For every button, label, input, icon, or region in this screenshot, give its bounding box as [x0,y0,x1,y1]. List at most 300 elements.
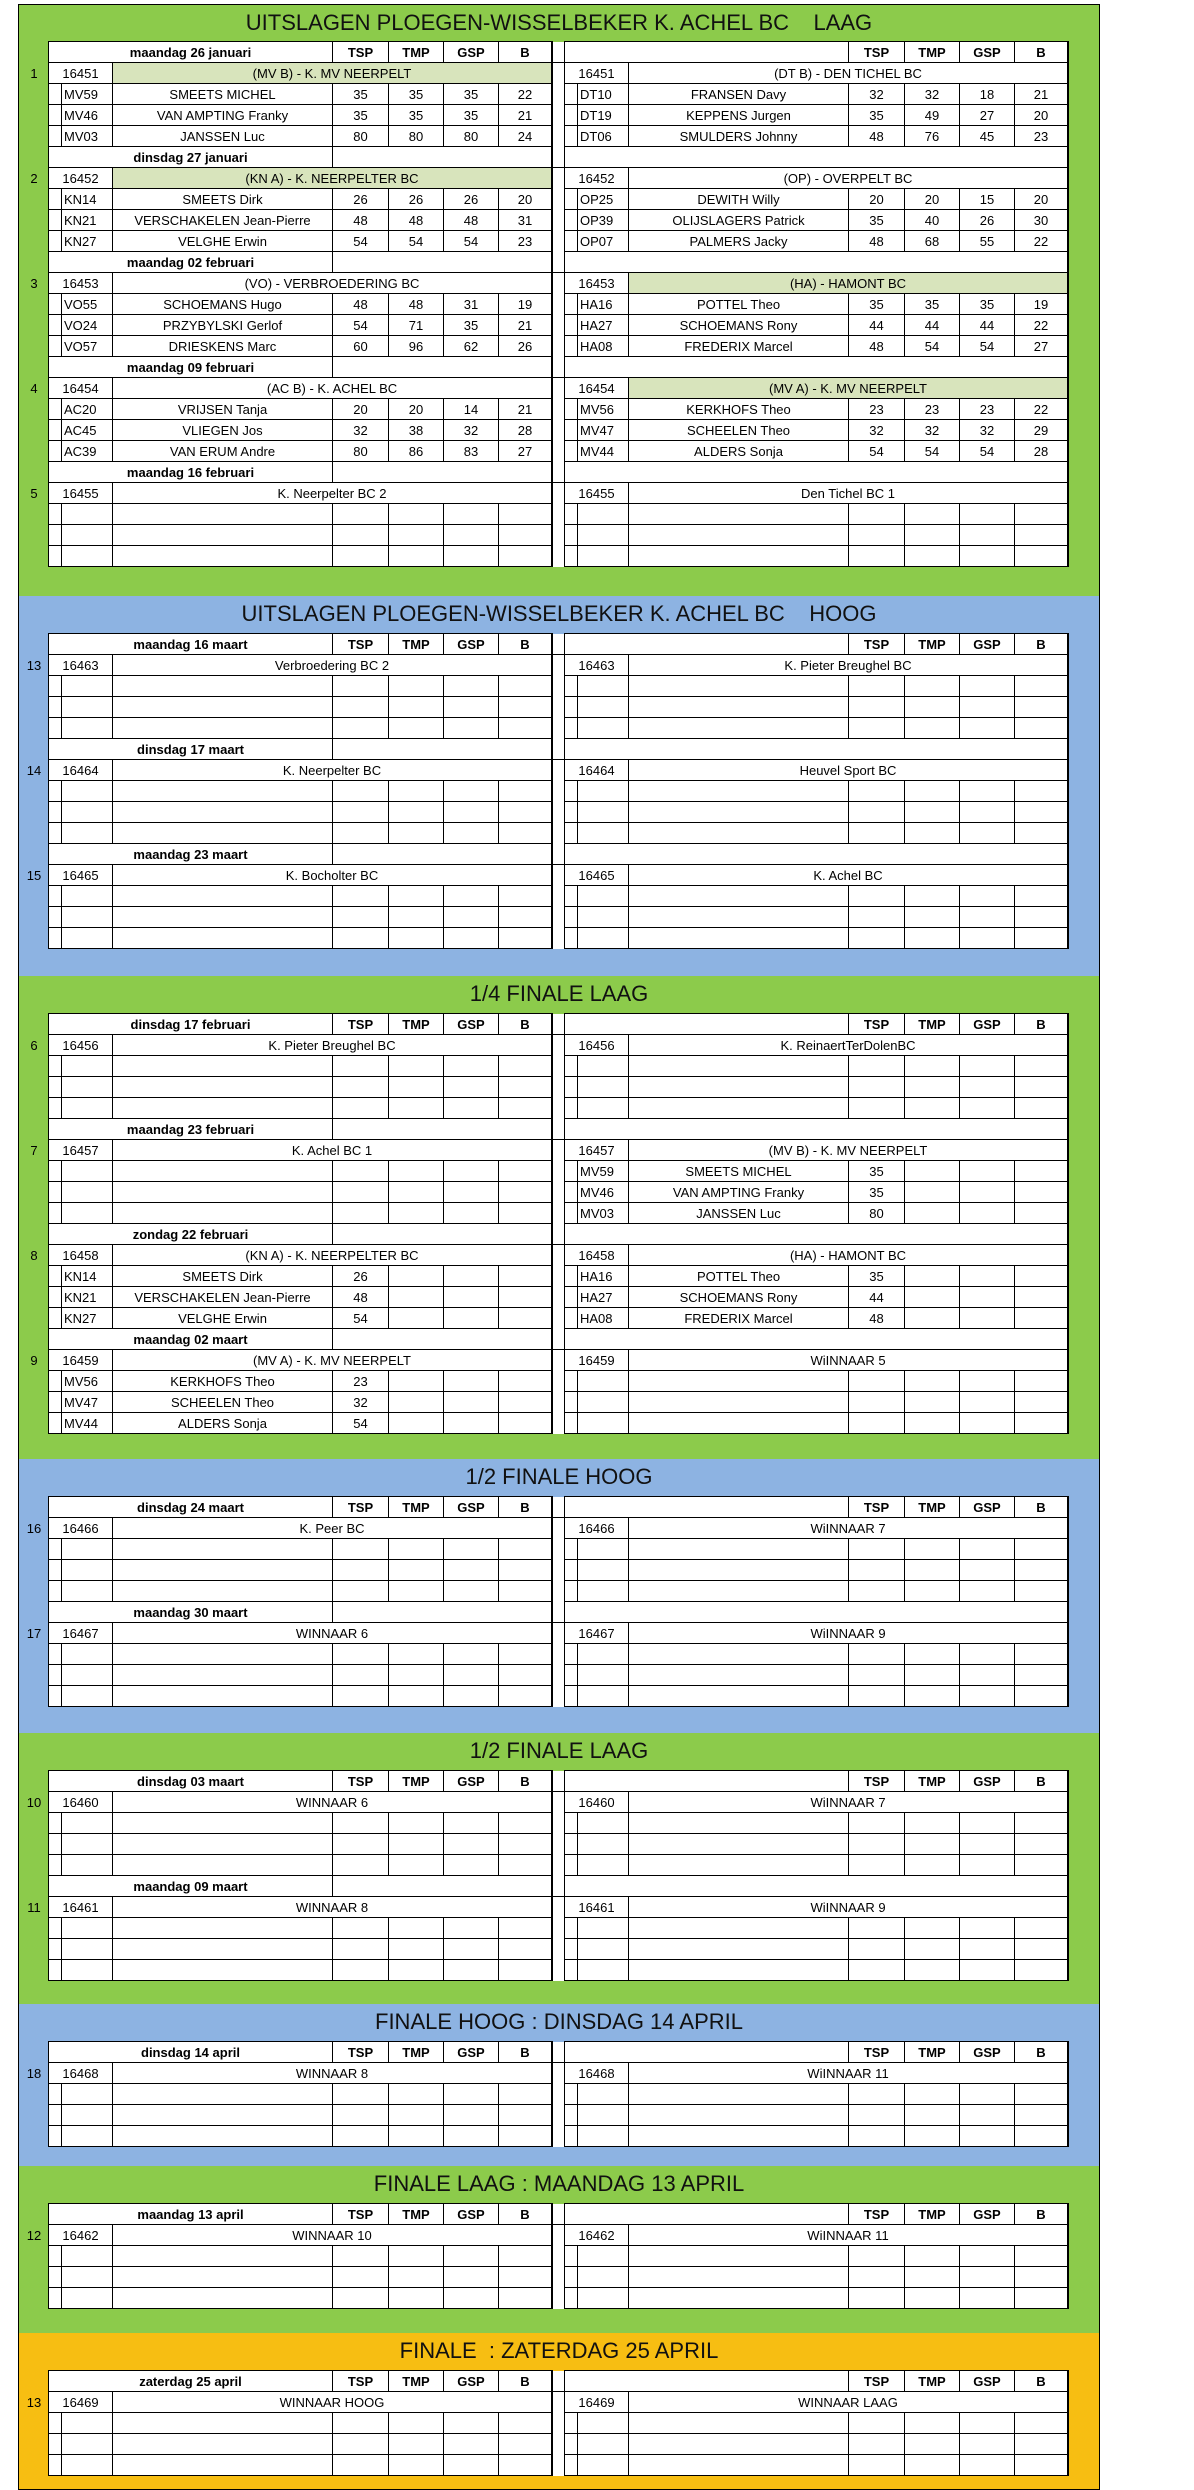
gsp-value[interactable] [444,1539,499,1560]
b-value[interactable] [1015,1161,1068,1182]
b-value[interactable]: 22 [1015,399,1068,420]
tmp-value[interactable] [389,1392,444,1413]
b-value[interactable] [499,907,552,928]
tsp-value[interactable] [333,1644,389,1665]
gsp-value[interactable] [444,928,499,949]
tsp-value[interactable] [849,1371,905,1392]
gsp-value[interactable] [960,886,1015,907]
tsp-value[interactable]: 23 [333,1371,389,1392]
tsp-value[interactable] [333,907,389,928]
tsp-value[interactable] [333,1182,389,1203]
b-value[interactable] [499,802,552,823]
tsp-value[interactable]: 26 [333,1266,389,1287]
tmp-value[interactable] [389,1266,444,1287]
b-value[interactable] [1015,2455,1068,2476]
tsp-value[interactable] [333,1203,389,1224]
tmp-value[interactable] [905,1203,960,1224]
gsp-value[interactable] [444,2413,499,2434]
tsp-value[interactable]: 35 [849,1161,905,1182]
b-value[interactable] [499,718,552,739]
gsp-value[interactable] [444,781,499,802]
gsp-value[interactable]: 62 [444,336,499,357]
tsp-value[interactable] [333,886,389,907]
gsp-value[interactable]: 26 [960,210,1015,231]
tmp-value[interactable] [389,718,444,739]
tsp-value[interactable]: 54 [333,1413,389,1434]
b-value[interactable] [1015,676,1068,697]
tmp-value[interactable] [905,1918,960,1939]
b-value[interactable] [1015,1665,1068,1686]
b-value[interactable] [499,886,552,907]
tsp-value[interactable] [333,1539,389,1560]
tmp-value[interactable]: 32 [905,84,960,105]
gsp-value[interactable] [960,1287,1015,1308]
gsp-value[interactable] [444,2455,499,2476]
tsp-value[interactable]: 35 [849,210,905,231]
tmp-value[interactable]: 49 [905,105,960,126]
tsp-value[interactable]: 48 [333,1287,389,1308]
gsp-value[interactable] [444,1266,499,1287]
gsp-value[interactable] [444,2246,499,2267]
tsp-value[interactable] [849,1665,905,1686]
b-value[interactable] [499,1308,552,1329]
tmp-value[interactable] [389,2267,444,2288]
tmp-value[interactable] [905,1371,960,1392]
b-value[interactable] [499,1918,552,1939]
gsp-value[interactable] [960,1855,1015,1876]
tmp-value[interactable] [389,2413,444,2434]
tsp-value[interactable]: 48 [849,1308,905,1329]
tmp-value[interactable]: 35 [389,84,444,105]
tsp-value[interactable]: 48 [849,336,905,357]
tsp-value[interactable] [849,2413,905,2434]
tsp-value[interactable] [849,1855,905,1876]
tmp-value[interactable]: 96 [389,336,444,357]
tsp-value[interactable] [333,718,389,739]
tmp-value[interactable] [389,1413,444,1434]
tmp-value[interactable] [905,1161,960,1182]
tsp-value[interactable]: 44 [849,315,905,336]
gsp-value[interactable]: 45 [960,126,1015,147]
tsp-value[interactable] [333,1686,389,1707]
gsp-value[interactable]: 26 [444,189,499,210]
tmp-value[interactable] [905,1413,960,1434]
tmp-value[interactable] [389,781,444,802]
b-value[interactable] [499,1813,552,1834]
tsp-value[interactable] [849,697,905,718]
tmp-value[interactable]: 23 [905,399,960,420]
tsp-value[interactable] [333,2126,389,2147]
tsp-value[interactable] [849,525,905,546]
gsp-value[interactable] [960,1413,1015,1434]
b-value[interactable] [1015,802,1068,823]
tsp-value[interactable] [333,2413,389,2434]
b-value[interactable] [499,546,552,567]
tmp-value[interactable] [905,1665,960,1686]
gsp-value[interactable] [960,2288,1015,2309]
b-value[interactable]: 22 [499,84,552,105]
b-value[interactable] [1015,2105,1068,2126]
b-value[interactable] [1015,1644,1068,1665]
gsp-value[interactable] [444,907,499,928]
tsp-value[interactable]: 80 [333,126,389,147]
tsp-value[interactable]: 35 [849,105,905,126]
b-value[interactable] [499,1960,552,1981]
gsp-value[interactable] [960,1056,1015,1077]
tsp-value[interactable] [849,1056,905,1077]
tsp-value[interactable]: 35 [333,84,389,105]
gsp-value[interactable]: 35 [444,105,499,126]
b-value[interactable] [1015,1918,1068,1939]
gsp-value[interactable] [444,525,499,546]
gsp-value[interactable] [444,1834,499,1855]
b-value[interactable]: 23 [1015,126,1068,147]
b-value[interactable]: 20 [499,189,552,210]
b-value[interactable]: 21 [499,399,552,420]
b-value[interactable]: 22 [1015,231,1068,252]
tmp-value[interactable] [389,1834,444,1855]
gsp-value[interactable] [960,1161,1015,1182]
tsp-value[interactable] [333,1960,389,1981]
tmp-value[interactable]: 20 [389,399,444,420]
gsp-value[interactable]: 32 [444,420,499,441]
b-value[interactable] [1015,2288,1068,2309]
b-value[interactable] [1015,1939,1068,1960]
tmp-value[interactable] [389,1077,444,1098]
b-value[interactable] [499,781,552,802]
gsp-value[interactable] [960,2126,1015,2147]
b-value[interactable]: 20 [1015,105,1068,126]
tmp-value[interactable] [389,1098,444,1119]
gsp-value[interactable]: 35 [960,294,1015,315]
b-value[interactable] [499,1560,552,1581]
tmp-value[interactable] [905,676,960,697]
gsp-value[interactable] [444,2288,499,2309]
gsp-value[interactable] [444,718,499,739]
tmp-value[interactable] [905,2413,960,2434]
tmp-value[interactable]: 32 [905,420,960,441]
b-value[interactable] [499,2413,552,2434]
gsp-value[interactable] [960,2246,1015,2267]
tsp-value[interactable]: 60 [333,336,389,357]
tsp-value[interactable] [849,2246,905,2267]
tmp-value[interactable] [389,546,444,567]
b-value[interactable]: 19 [499,294,552,315]
gsp-value[interactable]: 32 [960,420,1015,441]
b-value[interactable]: 21 [1015,84,1068,105]
tmp-value[interactable]: 80 [389,126,444,147]
tmp-value[interactable] [905,2455,960,2476]
gsp-value[interactable] [444,2434,499,2455]
tmp-value[interactable] [905,2434,960,2455]
b-value[interactable] [1015,1077,1068,1098]
tmp-value[interactable] [905,2105,960,2126]
tmp-value[interactable] [905,525,960,546]
tmp-value[interactable] [389,823,444,844]
b-value[interactable] [499,1539,552,1560]
tsp-value[interactable] [333,2455,389,2476]
tsp-value[interactable] [333,1813,389,1834]
tmp-value[interactable] [905,781,960,802]
tmp-value[interactable] [389,2288,444,2309]
gsp-value[interactable]: 54 [960,441,1015,462]
tsp-value[interactable] [849,2434,905,2455]
tmp-value[interactable] [389,1960,444,1981]
tmp-value[interactable] [905,1960,960,1981]
tmp-value[interactable] [389,2455,444,2476]
tmp-value[interactable]: 54 [905,441,960,462]
tsp-value[interactable] [849,2267,905,2288]
tsp-value[interactable] [849,1392,905,1413]
tmp-value[interactable] [389,1686,444,1707]
tmp-value[interactable] [389,928,444,949]
gsp-value[interactable]: 54 [444,231,499,252]
tmp-value[interactable] [905,718,960,739]
b-value[interactable] [1015,2084,1068,2105]
tmp-value[interactable] [905,1686,960,1707]
gsp-value[interactable] [444,1813,499,1834]
tsp-value[interactable] [849,1834,905,1855]
gsp-value[interactable] [960,1939,1015,1960]
gsp-value[interactable] [444,1392,499,1413]
gsp-value[interactable] [960,1581,1015,1602]
b-value[interactable] [499,2246,552,2267]
tsp-value[interactable] [849,2105,905,2126]
b-value[interactable] [499,1834,552,1855]
tsp-value[interactable] [849,676,905,697]
tsp-value[interactable] [333,1161,389,1182]
gsp-value[interactable]: 80 [444,126,499,147]
gsp-value[interactable] [444,2105,499,2126]
tsp-value[interactable]: 35 [849,1182,905,1203]
tmp-value[interactable] [389,1581,444,1602]
tmp-value[interactable]: 71 [389,315,444,336]
gsp-value[interactable] [960,697,1015,718]
tmp-value[interactable] [389,1665,444,1686]
gsp-value[interactable] [960,823,1015,844]
tsp-value[interactable] [333,1939,389,1960]
gsp-value[interactable] [960,504,1015,525]
tmp-value[interactable] [905,886,960,907]
gsp-value[interactable] [444,1560,499,1581]
gsp-value[interactable] [444,886,499,907]
b-value[interactable]: 21 [499,105,552,126]
gsp-value[interactable]: 55 [960,231,1015,252]
tmp-value[interactable] [389,1560,444,1581]
b-value[interactable] [499,823,552,844]
gsp-value[interactable] [444,1371,499,1392]
b-value[interactable] [1015,1960,1068,1981]
tsp-value[interactable] [333,2105,389,2126]
b-value[interactable] [1015,525,1068,546]
b-value[interactable] [499,1056,552,1077]
tmp-value[interactable] [389,2084,444,2105]
tsp-value[interactable] [849,718,905,739]
b-value[interactable] [1015,781,1068,802]
b-value[interactable] [1015,1056,1068,1077]
b-value[interactable] [499,1392,552,1413]
tmp-value[interactable] [905,2084,960,2105]
tsp-value[interactable] [849,2288,905,2309]
gsp-value[interactable] [960,525,1015,546]
tsp-value[interactable] [849,2455,905,2476]
gsp-value[interactable] [960,1644,1015,1665]
gsp-value[interactable] [960,1813,1015,1834]
tsp-value[interactable] [333,781,389,802]
b-value[interactable] [499,1686,552,1707]
tsp-value[interactable] [333,1560,389,1581]
tsp-value[interactable] [333,676,389,697]
gsp-value[interactable] [960,1371,1015,1392]
b-value[interactable] [1015,1203,1068,1224]
tsp-value[interactable] [849,1939,905,1960]
gsp-value[interactable] [444,1686,499,1707]
b-value[interactable] [1015,1581,1068,1602]
gsp-value[interactable] [444,1182,499,1203]
tsp-value[interactable]: 44 [849,1287,905,1308]
tmp-value[interactable] [389,802,444,823]
gsp-value[interactable] [960,1182,1015,1203]
tmp-value[interactable] [905,2288,960,2309]
gsp-value[interactable] [960,1203,1015,1224]
b-value[interactable]: 28 [499,420,552,441]
tsp-value[interactable] [333,2267,389,2288]
gsp-value[interactable] [960,907,1015,928]
tmp-value[interactable] [905,1855,960,1876]
b-value[interactable]: 26 [499,336,552,357]
tmp-value[interactable] [905,1098,960,1119]
tmp-value[interactable] [905,1308,960,1329]
tsp-value[interactable]: 32 [849,420,905,441]
tmp-value[interactable] [905,1056,960,1077]
tsp-value[interactable] [333,1056,389,1077]
gsp-value[interactable]: 54 [960,336,1015,357]
tsp-value[interactable] [849,1560,905,1581]
gsp-value[interactable] [444,2267,499,2288]
tsp-value[interactable] [849,823,905,844]
gsp-value[interactable]: 23 [960,399,1015,420]
tmp-value[interactable] [389,1371,444,1392]
tmp-value[interactable] [905,1581,960,1602]
gsp-value[interactable] [444,697,499,718]
gsp-value[interactable] [960,676,1015,697]
b-value[interactable] [499,1287,552,1308]
b-value[interactable] [1015,1539,1068,1560]
b-value[interactable] [499,1413,552,1434]
tmp-value[interactable] [389,676,444,697]
tsp-value[interactable]: 54 [849,441,905,462]
tmp-value[interactable]: 54 [389,231,444,252]
tsp-value[interactable] [849,1539,905,1560]
gsp-value[interactable] [444,1960,499,1981]
tsp-value[interactable] [333,1098,389,1119]
gsp-value[interactable]: 18 [960,84,1015,105]
gsp-value[interactable] [444,504,499,525]
tsp-value[interactable] [849,886,905,907]
b-value[interactable] [1015,1855,1068,1876]
gsp-value[interactable] [444,1665,499,1686]
b-value[interactable] [499,504,552,525]
tsp-value[interactable]: 80 [849,1203,905,1224]
tsp-value[interactable]: 20 [849,189,905,210]
gsp-value[interactable] [960,2084,1015,2105]
b-value[interactable] [499,1581,552,1602]
tmp-value[interactable] [389,2126,444,2147]
tsp-value[interactable] [849,1960,905,1981]
gsp-value[interactable] [960,1098,1015,1119]
tsp-value[interactable]: 48 [333,294,389,315]
tsp-value[interactable]: 54 [333,315,389,336]
tmp-value[interactable] [905,504,960,525]
tmp-value[interactable] [389,2105,444,2126]
gsp-value[interactable] [444,1077,499,1098]
tmp-value[interactable] [389,2434,444,2455]
tsp-value[interactable] [849,928,905,949]
tmp-value[interactable] [905,2246,960,2267]
b-value[interactable] [1015,1686,1068,1707]
tsp-value[interactable] [333,1581,389,1602]
tmp-value[interactable] [389,1308,444,1329]
gsp-value[interactable] [960,781,1015,802]
gsp-value[interactable] [444,1287,499,1308]
gsp-value[interactable] [960,2105,1015,2126]
tsp-value[interactable]: 54 [333,231,389,252]
gsp-value[interactable]: 48 [444,210,499,231]
tmp-value[interactable]: 48 [389,210,444,231]
gsp-value[interactable]: 83 [444,441,499,462]
b-value[interactable] [499,2288,552,2309]
gsp-value[interactable] [444,1644,499,1665]
b-value[interactable] [499,2455,552,2476]
gsp-value[interactable] [960,2455,1015,2476]
gsp-value[interactable] [960,2267,1015,2288]
b-value[interactable] [499,1161,552,1182]
b-value[interactable] [1015,504,1068,525]
tsp-value[interactable]: 26 [333,189,389,210]
tsp-value[interactable]: 32 [333,1392,389,1413]
b-value[interactable]: 28 [1015,441,1068,462]
tmp-value[interactable] [905,2267,960,2288]
tmp-value[interactable] [389,2246,444,2267]
tsp-value[interactable]: 23 [849,399,905,420]
tmp-value[interactable] [389,886,444,907]
tsp-value[interactable] [849,802,905,823]
gsp-value[interactable]: 15 [960,189,1015,210]
tmp-value[interactable]: 86 [389,441,444,462]
gsp-value[interactable] [960,2434,1015,2455]
tsp-value[interactable] [333,2084,389,2105]
tmp-value[interactable] [905,823,960,844]
b-value[interactable] [499,928,552,949]
b-value[interactable]: 30 [1015,210,1068,231]
gsp-value[interactable] [960,1960,1015,1981]
tsp-value[interactable] [849,1686,905,1707]
tmp-value[interactable] [905,1182,960,1203]
b-value[interactable] [499,1371,552,1392]
tmp-value[interactable] [905,907,960,928]
tmp-value[interactable] [905,802,960,823]
b-value[interactable] [1015,1392,1068,1413]
gsp-value[interactable] [444,1056,499,1077]
b-value[interactable] [1015,2413,1068,2434]
tmp-value[interactable] [389,1182,444,1203]
gsp-value[interactable] [960,1266,1015,1287]
gsp-value[interactable]: 44 [960,315,1015,336]
b-value[interactable] [499,1855,552,1876]
b-value[interactable] [499,2084,552,2105]
tmp-value[interactable] [389,504,444,525]
b-value[interactable] [499,1098,552,1119]
